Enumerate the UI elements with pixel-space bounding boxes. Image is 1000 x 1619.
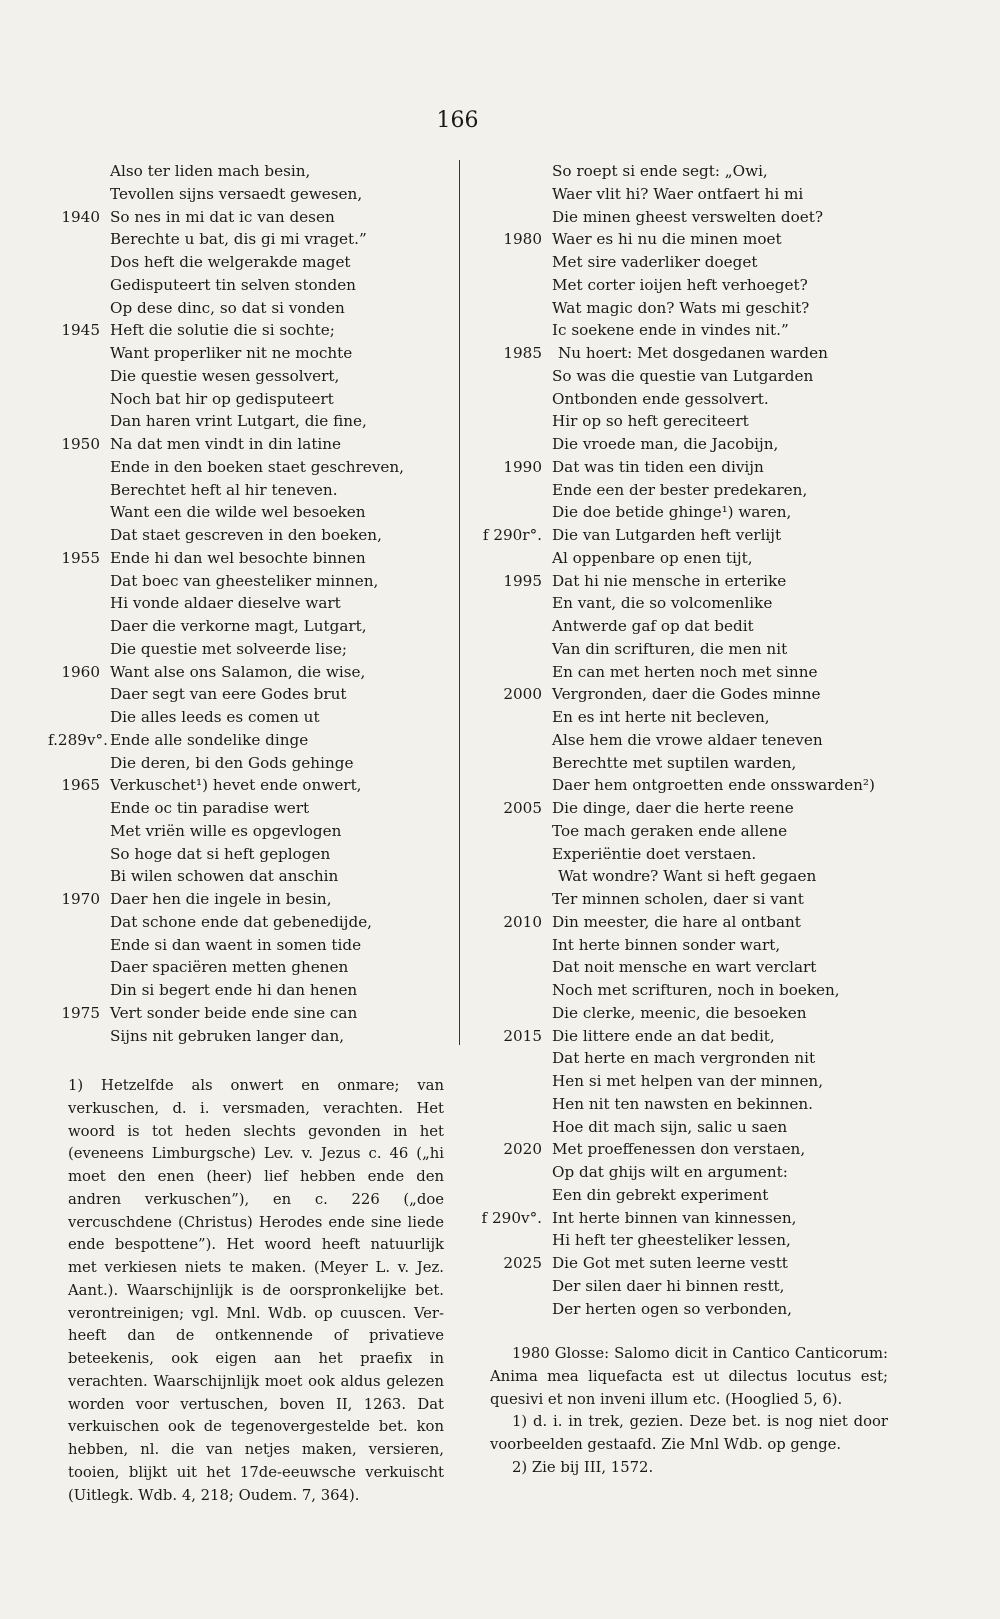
verse-text: Met sire vaderliker doeget [552,253,758,271]
verse-text: Met vriën wille es opgevlogen [110,821,342,840]
gloss-1980: 1980 Glosse: Salomo dicit in Cantico Canticorum: Anima mea liquefacta est ut dilectus locutus est; quesivi et non inveni illum etc. (Hooglied 5, 6). [490,1345,888,1408]
line-number: f.289v°. [48,730,108,749]
verse-text: Alse hem die vrowe aldaer teneven [552,730,823,749]
line-number: 1970 [61,890,100,908]
verse-text: So nes in mi dat ic van desen [110,207,335,226]
verse-text: Van din scrifturen, die men nit [552,639,788,658]
verse-text: Op dese dinc, so dat si vonden [110,298,345,317]
verse-text: Berechte u bat, dis gi mi vraget.” [110,230,367,249]
line-number: 1980 [503,230,542,249]
verse-text: Waer es hi nu die minen moet [552,230,782,249]
verse-text: Tevollen sijns versaedt gewesen, [110,184,363,203]
verse-text: Na dat men vindt in din latine [110,435,342,453]
verse-text: Verkuschet¹) hevet ende onwert, [110,776,362,795]
verse-text: Die littere ende an dat bedit, [552,1026,775,1045]
verse-text: Daer segt van eere Godes brut [110,685,347,704]
footnote-1: 1) Hetzelfde als onwert en onmare; van verkuschen, d. i. versmaden, verachten. Het woord is tot heden slechts gevonden in het (eveneens Limburgsche) Lev. v. Jezus c. 46 („hi moet den enen (heer) lief hebben ende den andren verkuschen”), en c. 226 („doe vercuschdene (Christus) Herodes ende sine liede ende bespottene”). Het woord heeft natuurlijk met verkiesen niets te maken. (Meyer L. v. Jez. Aant.). Waarschijnlijk is de oorspronkelijke bet. verontreinigen; vgl. Mnl. Wdb. op cuuscen. Ver- heeft dan de ontkennende of privatieve beteekenis, ook eigen aan het praefix in verachten. Waarschijnlijk moet ook aldus gelezen worden voor vertuschen, boven II, 1263. Dat verkuischen ook de tegenovergestelde bet. kon hebben, nl. die van netjes maken, versieren, tooien, blijkt uit het 17de-eeuwsche verkuischt (Uitlegk. Wdb. 4, 218; Oudem. 7, 364). [68,1077,444,1504]
verse-text: Dat schone ende dat gebenedijde, [110,912,373,931]
line-number: 2020 [503,1140,542,1159]
verse-text: Want een die wilde wel besoeken [110,503,366,522]
verse-text: Wat magic don? Wats mi geschit? [552,298,810,317]
verse-text: Hi heft ter gheesteliker lessen, [552,1231,791,1250]
line-number: 1975 [61,1003,100,1022]
verse-text: Met proeffenessen don verstaen, [552,1140,806,1159]
verse-text: Daer die verkorne magt, Lutgart, [110,617,367,635]
verse-text: Dat staet gescreven in den boeken, [110,526,382,544]
verse-text: Der silen daer hi binnen restt, [552,1276,785,1295]
verse-text: Bi wilen schowen dat anschin [110,867,339,886]
verse-text: Die doe betide ghinge¹) waren, [552,503,792,522]
verse-text: Want alse ons Salamon, die wise, [110,662,366,681]
verse-text: Ter minnen scholen, daer si vant [552,890,804,908]
verse-text: Vert sonder beide ende sine can [110,1003,358,1022]
verse-text: Ende een der bester predekaren, [552,480,808,499]
line-number: 1940 [61,207,100,226]
column-divider [459,160,460,1045]
verse-text: Dos heft die welgerakde maget [110,253,351,271]
verse-text: Die Got met suten leerne vestt [552,1254,788,1272]
verse-text: So was die questie van Lutgarden [552,366,814,385]
verse-text: En can met herten noch met sinne [552,662,818,681]
verse-text: Die van Lutgarden heft verlijt [552,526,782,544]
verse-text: Daer hen die ingele in besin, [110,890,332,908]
verse-text: Die dinge, daer die herte reene [552,799,794,817]
verse-text: Die minen gheest verswelten doet? [552,207,823,226]
verse-text: Die clerke, meenic, die besoeken [552,1003,807,1022]
verse-text: Noch met scrifturen, noch in boeken, [552,981,840,999]
verse-text: Ende alle sondelike dinge [110,730,309,749]
verse-text: Een din gebrekt experiment [552,1185,769,1204]
verse-text: Waer vlit hi? Waer ontfaert hi mi [552,184,804,203]
verse-text: Want properliker nit ne mochte [110,344,353,362]
verse-text: Al oppenbare op enen tijt, [552,548,753,567]
verse-text: Ende oc tin paradise wert [110,799,310,817]
verse-text: Ende hi dan wel besochte binnen [110,548,366,567]
line-number: 2000 [503,685,542,704]
verse-text: Dat hi nie mensche in erterike [552,571,787,590]
verse-text: So hoge dat si heft geplogen [110,844,331,863]
verse-text: Berechtet heft al hir teneven. [110,480,338,499]
line-number: 1990 [503,457,542,476]
verse-text: Toe mach geraken ende allene [552,821,788,840]
verse-text: Berechtte met suptilen warden, [552,753,797,772]
verse-text: Daer spaciëren metten ghenen [110,958,349,977]
verse-text: So roept si ende segt: „Owi, [552,162,768,180]
verse-text: Int herte binnen van kinnessen, [552,1208,797,1227]
verse-text: Gedisputeert tin selven stonden [110,275,356,294]
line-number: 2015 [503,1026,542,1045]
gloss-note-1: 1) d. i. in trek, gezien. Deze bet. is nog niet door voorbeelden gestaafd. Zie Mnl Wdb. op genge. [490,1413,888,1453]
verse-text: Hen si met helpen van der minnen, [552,1072,824,1090]
verse-text: Antwerde gaf op dat bedit [552,617,754,635]
verse-text: Dan haren vrint Lutgart, die fine, [110,412,367,431]
verse-text: Wat wondre? Want si heft gegaen [558,867,817,886]
verse-text: Dat herte en mach vergronden nit [552,1049,816,1068]
verse-text: Noch bat hir op gedisputeert [110,389,334,408]
verse-text: Met corter ioijen heft verhoeget? [552,275,808,294]
verse-text: Int herte binnen sonder wart, [552,935,781,954]
verse-text: Op dat ghijs wilt en argument: [552,1163,788,1181]
line-number: 1955 [61,548,100,567]
verse-text: Also ter liden mach besin, [110,162,311,180]
line-number: 1965 [61,776,100,795]
verse-text: Dat was tin tiden een divijn [552,457,764,476]
verse-text: Die alles leeds es comen ut [110,708,320,726]
gloss-note-2: 2) Zie bij III, 1572. [512,1458,654,1476]
verse-text: Ende in den boeken staet geschreven, [110,457,404,476]
verse-text: Hoe dit mach sijn, salic u saen [552,1117,788,1136]
line-number: 2025 [503,1254,542,1272]
verse-text: Ontbonden ende gessolvert. [552,389,769,408]
verse-text: Der herten ogen so verbonden, [552,1299,793,1318]
line-number: 2005 [503,799,542,817]
verse-text: Die questie wesen gessolvert, [110,366,340,385]
verse-text: Hir op so heft gereciteert [552,412,749,431]
verse-text: Die vroede man, die Jacobijn, [552,435,779,453]
verse-text: Vergronden, daer die Godes minne [552,685,821,704]
line-number: 1945 [61,321,100,340]
verse-text: Din si begert ende hi dan henen [110,981,358,999]
verse-text: Hi vonde aldaer dieselve wart [110,594,341,613]
verse-text: Die questie met solveerde lise; [110,639,347,658]
line-number: 1950 [61,435,100,453]
verse-text: Nu hoert: Met dosgedanen warden [558,344,828,362]
line-number: 1995 [503,571,542,590]
verse-text: Dat boec van gheesteliker minnen, [110,571,379,590]
line-number: f 290r°. [482,526,542,544]
verse-text: Die deren, bi den Gods gehinge [110,753,354,772]
line-number: 1985 [503,344,542,362]
line-number: 1960 [61,662,100,681]
footnote-left [68,1075,444,1507]
verse-text: Heft die solutie die si sochte; [110,321,335,340]
verse-text: Experiëntie doet verstaen. [552,844,757,863]
verse-text: Dat noit mensche en wart verclart [552,958,817,977]
line-number: 2010 [503,912,542,931]
verse-text: Sijns nit gebruken langer dan, [110,1026,345,1045]
verse-text: En es int herte nit becleven, [552,708,770,726]
verse-text: Din meester, die hare al ontbant [552,912,801,931]
verse-text: En vant, die so volcomenlike [552,594,773,613]
verse-text: Ende si dan waent in somen tide [110,935,362,954]
verse-text: Daer hem ontgroetten ende onsswarden²) [552,776,875,795]
line-number: f 290v°. [481,1208,542,1227]
page-number: 166 [436,108,479,133]
verse-text: Ic soekene ende in vindes nit.” [552,321,789,340]
gloss-right [490,1343,888,1480]
verse-text: Hen nit ten nawsten en bekinnen. [552,1094,813,1113]
